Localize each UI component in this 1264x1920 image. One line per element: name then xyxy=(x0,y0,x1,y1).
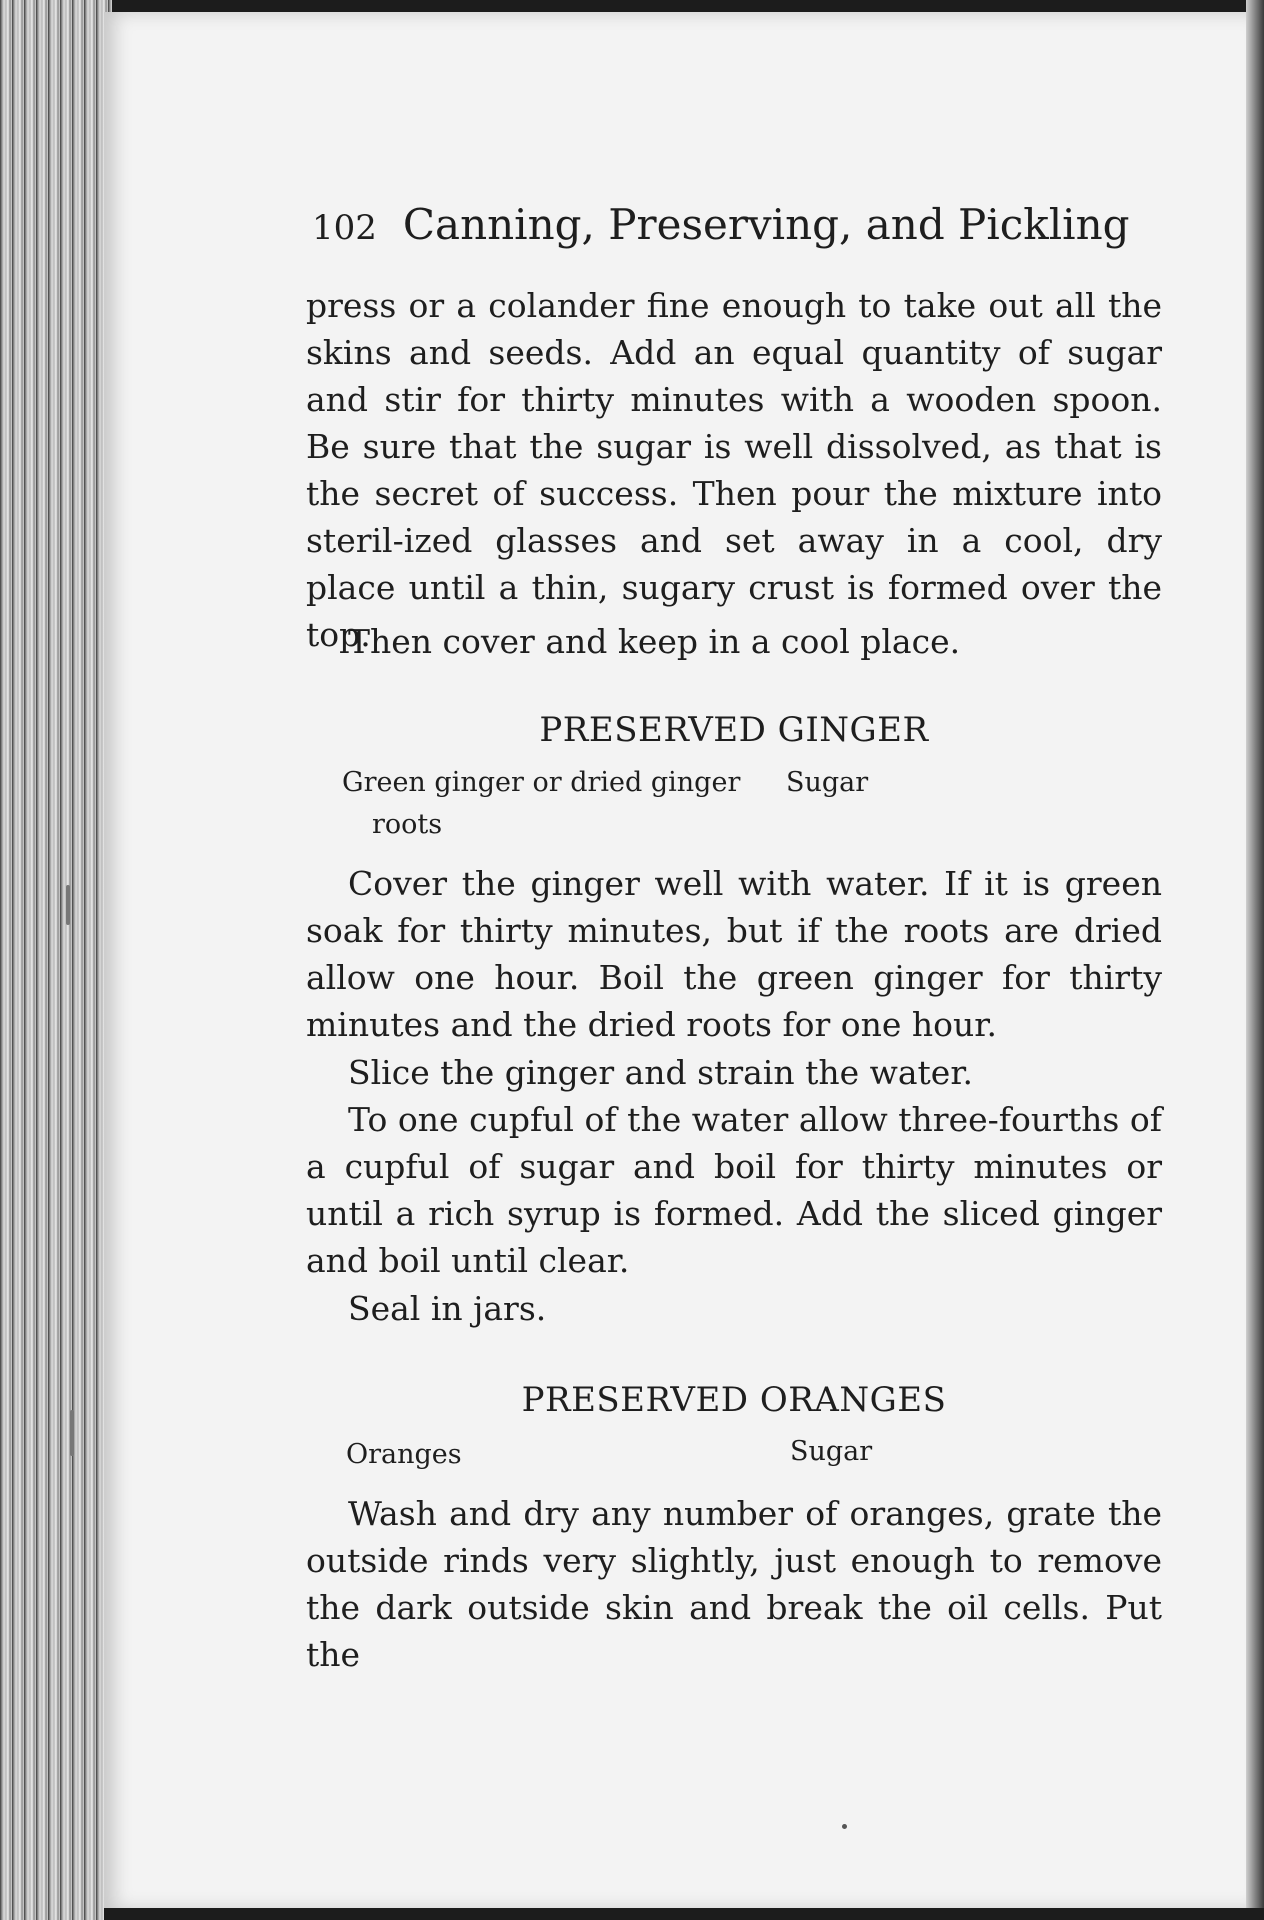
ginger-heading: PRESERVED GINGER xyxy=(539,710,929,750)
page-right-shadow xyxy=(1246,0,1264,1920)
ginger-ingredient-left-cont: roots xyxy=(372,809,443,840)
oranges-ingredient-left: Oranges xyxy=(346,1439,462,1470)
scan-mark xyxy=(66,885,70,925)
scan-speck xyxy=(842,1824,847,1829)
ginger-step-2: Slice the ginger and strain the water. xyxy=(348,1053,973,1092)
ginger-ingredient-right: Sugar xyxy=(786,767,869,798)
page-number: 102 xyxy=(312,208,377,248)
ginger-step-3: To one cupful of the water allow three-fourths of a cupful of sugar and boil for thirty minutes or until a rich syrup is formed. Add the sliced ginger and boil until clear. xyxy=(306,1100,1162,1280)
ginger-ingredient-left: Green ginger or dried ginger xyxy=(342,767,741,798)
page-edges xyxy=(0,0,112,1920)
oranges-step-1: Wash and dry any number of oranges, grate the outside rinds very slightly, just enough to remove the dark outside skin and break the oil cells. Put the xyxy=(306,1494,1162,1674)
continuation-closing: Then cover and keep in a cool place. xyxy=(348,622,961,661)
ginger-step-4: Seal in jars. xyxy=(348,1289,547,1328)
running-title: Canning, Preserving, and Pickling xyxy=(402,200,1130,249)
ginger-step-1: Cover the ginger well with water. If it is green soak for thirty minutes, but if the roots are dried allow one hour. Boil the green ginger for thirty minutes and the dried roots for one hour. xyxy=(306,864,1162,1044)
scan-mark xyxy=(70,1410,74,1456)
page-bottom-edge xyxy=(104,1908,1264,1920)
running-header xyxy=(312,200,1130,249)
oranges-heading: PRESERVED ORANGES xyxy=(521,1380,947,1420)
continuation-paragraph: press or a colander fine enough to take out all the skins and seeds. Add an equal quantity of sugar and stir for thirty minutes with a wooden spoon. Be sure that the sugar is well dissolved, as that is the secret of success. Then pour the mixture into steril-ized glasses and set away in a cool, dry place until a thin, sugary crust is formed over the top. xyxy=(306,286,1162,654)
oranges-ingredient-right: Sugar xyxy=(790,1436,873,1467)
